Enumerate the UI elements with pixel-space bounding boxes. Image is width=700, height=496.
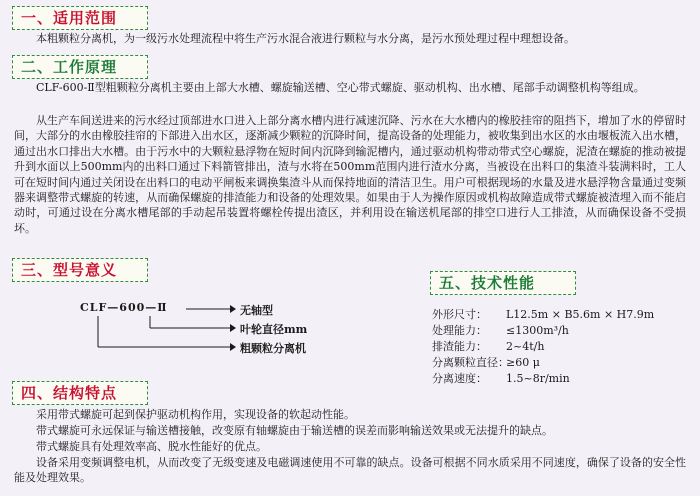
principle-body: 从生产车间送进来的污水经过顶部进水口进入上部分离水槽内进行减速沉降、污水在大水槽内的橡胶挂帘的阻挡下，增加了水的停留时间，大部分的水由橡胶挂帘的下部进入出水区，逐渐减少颗粒的沉降时间，提高设备的处理能力，被收集到出水区的水由堰板流入出水槽，通过出水口排出大水槽。由于污水中的大颗粒悬浮物在短时间内沉降到输泥槽内，通过驱动机构带动带式空心螺旋，泥渣在螺旋的推动被提升到水面以上500mm内的出料口通过下料箭管排出，渣与水将在500mm范围内进行渣水分离，当被设在出料口的集渣斗装满料时，工人可在短时间内通过关闭设在出料口的电动平闸板来调换集渣斗从而保持地面的清洁卫生。用户可根据现场的水量及进水悬浮物含量通过变频器来调整带式螺旋的转速，从而确保螺旋的排渣能力和设备的处理效果。如果由于人为操作原因或机构故障造成带式螺旋被渣埋入而不能启动时，可通过设在分离水槽尾部的手动起吊装置将螺栓传提出渣区，并利用设在输送机尾部的排空口进行人工排渣，从而确保设备不受损坏。 bbox=[14, 114, 686, 235]
tech-value: L12.5m × B5.6m × H7.9m bbox=[506, 308, 655, 321]
tech-key: 排渣能力： bbox=[432, 340, 487, 353]
tech-value: ≥60 μ bbox=[506, 356, 540, 369]
tech-row bbox=[432, 338, 544, 354]
section-title-scope: 一、适用范围 bbox=[12, 6, 148, 30]
scope-paragraph: 本粗颗粒分离机，为一级污水处理流程中将生产污水混合液进行颗粒与水分离，是污水预处理过程中理想设备。 bbox=[36, 32, 575, 45]
model-label-diameter: 叶轮直径mm bbox=[240, 323, 308, 336]
tech-row bbox=[432, 354, 540, 370]
section-title-model: 三、型号意义 bbox=[12, 258, 148, 282]
model-code: CLF—600—Ⅱ bbox=[80, 301, 168, 314]
model-label-name: 粗颗粒分离机 bbox=[240, 342, 306, 355]
tech-row bbox=[432, 370, 570, 386]
section-title-tech: 五、技术性能 bbox=[430, 271, 576, 295]
structure-item: 带式螺旋可永远保证与输送槽接触，改变原有轴螺旋由于输送槽的误差而影响输送效果或无法提升的缺点。 bbox=[36, 424, 553, 437]
tech-key: 分离颗粒直径： bbox=[432, 356, 509, 369]
structure-item: 设备采用变频调整电机，从而改变了无级变速及电磁调速使用不可靠的缺点。设备可根据不同水质采用不同速度，确保了设备的安全性能及处理效果。 bbox=[14, 456, 686, 485]
tech-row bbox=[432, 306, 654, 322]
tech-key: 分离速度： bbox=[432, 372, 487, 385]
tech-value: ≤1300m³/h bbox=[506, 324, 569, 337]
tech-key: 处理能力： bbox=[432, 324, 487, 337]
tech-value: 1.5~8r/min bbox=[506, 372, 570, 385]
principle-intro: CLF-600-Ⅱ型粗颗粒分离机主要由上部大水槽、螺旋输送槽、空心带式螺旋、驱动机构、出水槽、尾部手动调整机构等组成。 bbox=[36, 81, 645, 94]
structure-item: 采用带式螺旋可起到保护驱动机构作用，实现设备的软起动性能。 bbox=[36, 408, 355, 421]
section-title-structure: 四、结构特点 bbox=[12, 381, 148, 405]
structure-item: 带式螺旋具有处理效率高、脱水性能好的优点。 bbox=[36, 440, 267, 453]
tech-value: 2~4t/h bbox=[506, 340, 545, 353]
tech-key: 外形尺寸： bbox=[432, 308, 487, 321]
section-title-principle: 二、工作原理 bbox=[12, 55, 148, 79]
model-label-shaftless: 无轴型 bbox=[240, 304, 273, 317]
tech-row bbox=[432, 322, 569, 338]
